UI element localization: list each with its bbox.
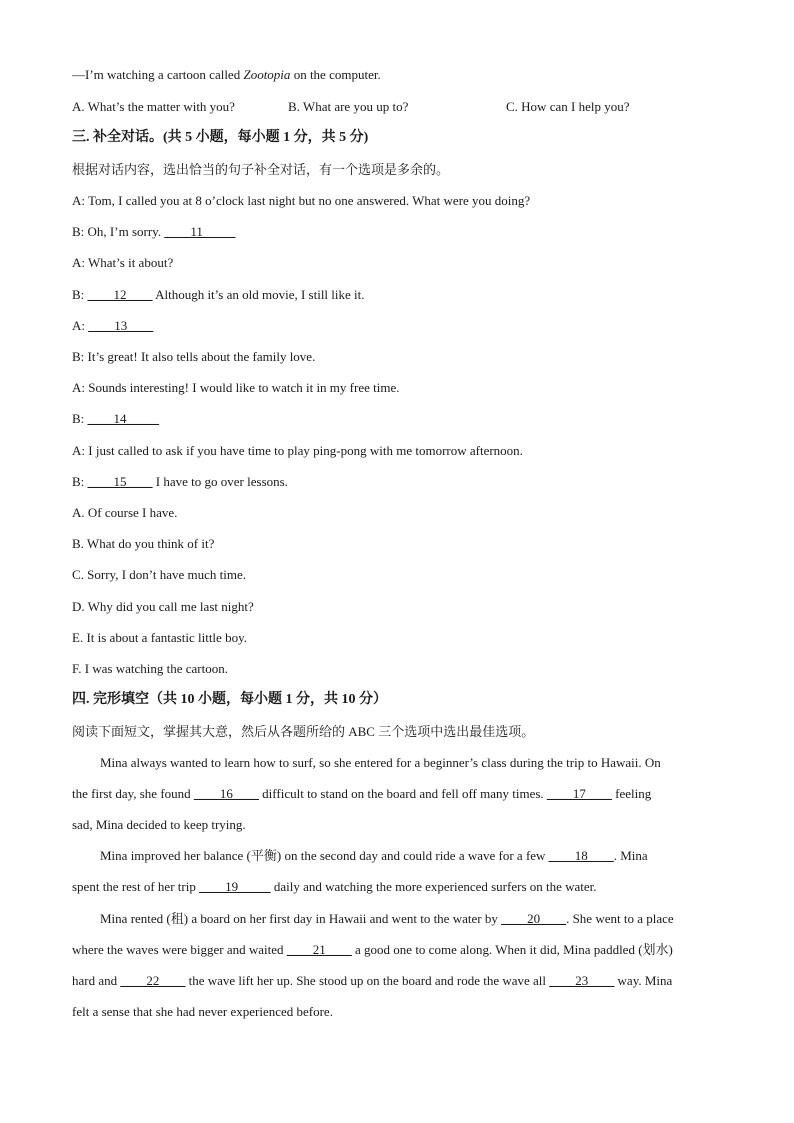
passage-p3-line-3: hard and ____22____ the wave lift her up. She stood up on the board and rode the wave all ____23____ way. Mina [72, 973, 673, 988]
blank-19: ____19_____ [199, 879, 271, 894]
blank-14: ____14_____ [87, 411, 160, 426]
blank-16: ____16____ [193, 786, 259, 801]
q10-option-a: A. What’s the matter with you? [72, 99, 235, 114]
dialog-line-5: A: ____13____ [72, 318, 154, 333]
blank-22: ____22____ [120, 973, 186, 988]
dialog-line-8: B: ____14_____ [72, 411, 160, 426]
q10-option-c: C. How can I help you? [506, 99, 630, 114]
blank-11: ____11_____ [164, 224, 236, 239]
blank-18: ____18____ [548, 848, 614, 863]
q10-option-b: B. What are you up to? [288, 99, 409, 114]
section-3-option-a: A. Of course I have. [72, 505, 178, 520]
dialog-line-4: B: ____12____ Although it’s an old movie, I still like it. [72, 287, 365, 302]
dialog-line-10: B: ____15____ I have to go over lessons. [72, 474, 288, 489]
passage-p3-line-4: felt a sense that she had never experienced before. [72, 1004, 333, 1019]
blank-13: ____13____ [88, 318, 154, 333]
dialog-line-7: A: Sounds interesting! I would like to watch it in my free time. [72, 380, 400, 395]
passage-p1-line-2: the first day, she found ____16____ difficult to stand on the board and fell off many times. ____17____ feeling [72, 786, 652, 801]
blank-21: ____21____ [286, 942, 352, 957]
dialog-line-9: A: I just called to ask if you have time to play ping-pong with me tomorrow afternoon. [72, 443, 523, 458]
blank-12: ____12____ [87, 287, 153, 302]
section-3-option-f: F. I was watching the cartoon. [72, 661, 228, 676]
dialog-line-3: A: What’s it about? [72, 255, 174, 270]
section-3-option-d: D. Why did you call me last night? [72, 599, 254, 614]
section-3-instruction: 根据对话内容，选出恰当的句子补全对话，有一个选项是多余的。 [72, 162, 450, 177]
dialog-line-6: B: It’s great! It also tells about the family love. [72, 349, 316, 364]
passage-p1-line-1: Mina always wanted to learn how to surf, so she entered for a beginner’s class during the trip to Hawaii. On [100, 755, 661, 770]
blank-17: ____17____ [546, 786, 612, 801]
section-3-option-b: B. What do you think of it? [72, 536, 215, 551]
passage-p3-line-2: where the waves were bigger and waited ____21____ a good one to come along. When it did, Mina paddled (划水) [72, 942, 673, 957]
section-4-heading: 四. 完形填空（共 10 小题，每小题 1 分，共 10 分） [72, 692, 387, 707]
dialog-line-2: B: Oh, I’m sorry. ____11_____ [72, 224, 236, 239]
passage-p2-line-1: Mina improved her balance (平衡) on the second day and could ride a wave for a few ____18____. Mina [100, 848, 648, 863]
dialog-line-1: A: Tom, I called you at 8 o’clock last night but no one answered. What were you doing? [72, 193, 531, 208]
passage-p2-line-2: spent the rest of her trip ____19_____ daily and watching the more experienced surfers on the water. [72, 879, 597, 894]
blank-15: ____15____ [87, 474, 153, 489]
passage-p1-line-3: sad, Mina decided to keep trying. [72, 817, 246, 832]
section-3-heading: 三. 补全对话。(共 5 小题，每小题 1 分，共 5 分) [72, 130, 369, 145]
blank-23: ____23____ [549, 973, 615, 988]
movie-title: Zootopia [243, 67, 291, 82]
blank-20: ____20____ [501, 911, 567, 926]
question-10-prompt: —I’m watching a cartoon called Zootopia on the computer. [72, 67, 381, 82]
section-3-option-c: C. Sorry, I don’t have much time. [72, 567, 247, 582]
section-4-instruction: 阅读下面短文，掌握其大意，然后从各题所给的 ABC 三个选项中选出最佳选项。 [72, 724, 535, 739]
section-3-option-e: E. It is about a fantastic little boy. [72, 630, 247, 645]
passage-p3-line-1: Mina rented (租) a board on her first day in Hawaii and went to the water by ____20____. She went to a place [100, 911, 674, 926]
